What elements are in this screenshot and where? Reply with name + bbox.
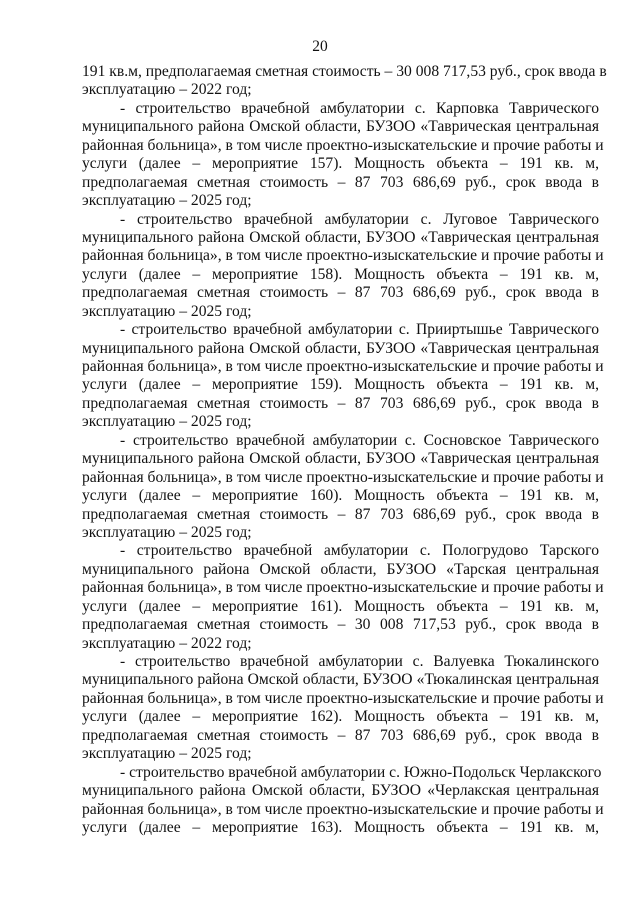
text-line: предполагаемая сметная стоимость – 30 008 717,53 руб., срок ввода в [82,616,599,634]
text-line: муниципального района Омской области, БУЗОО «Таврическая центральная [82,118,599,136]
paragraph [82,321,604,432]
text-line: - строительство врачебной амбулатории с. Сосновское Таврического [120,431,599,449]
text-line: - строительство врачебной амбулатории с. Луговое Таврического [120,210,599,228]
paragraph [82,431,604,543]
text-line: муниципального района Омской области, БУЗОО «Тарская центральная [82,560,599,578]
text-line: районная больница», в том числе проектно-изыскательские и прочие работы и [82,358,604,375]
text-line: - строительство врачебной амбулатории с. Прииртышье Таврического [120,321,599,339]
document-body [82,63,607,837]
paragraph [82,99,604,211]
text-line: муниципального района Омской области, БУЗОО «Таврическая центральная [82,339,599,357]
text-line: эксплуатацию – 2025 год; [82,302,252,320]
text-line: - строительство врачебной амбулатории с. Южно-Подольск Черлакского [120,763,602,781]
text-line: эксплуатацию – 2025 год; [82,413,252,431]
paragraph [82,653,604,764]
text-line: услуги (далее – мероприятие 157). Мощность объекта – 191 кв. м, [82,155,599,173]
text-line: услуги (далее – мероприятие 160). Мощность объекта – 191 кв. м, [82,487,599,505]
text-line: районная больница», в том числе проектно-изыскательские и прочие работы и [82,468,604,486]
text-line: предполагаемая сметная стоимость – 87 703 686,69 руб., срок ввода в [82,284,599,302]
text-line: эксплуатацию – 2025 год; [82,523,252,541]
text-line: эксплуатацию – 2022 год; [82,81,252,99]
text-line: эксплуатацию – 2022 год; [82,634,252,652]
text-line: муниципального района Омской области, БУЗОО «Таврическая центральная [82,450,599,468]
text-line: услуги (далее – мероприятие 163). Мощность объекта – 191 кв. м, [82,818,599,836]
paragraph [82,542,604,653]
text-line: услуги (далее – мероприятие 159). Мощность объекта – 191 кв. м, [82,376,599,394]
paragraph [82,210,604,322]
text-line: 191 кв.м, предполагаемая сметная стоимость – 30 008 717,53 руб., срок ввода в [82,63,607,80]
text-line: услуги (далее – мероприятие 161). Мощность объекта – 191 кв. м, [82,597,599,615]
paragraph [82,763,604,838]
text-line: районная больница», в том числе проектно-изыскательские и прочие работы и [82,689,604,707]
text-line: предполагаемая сметная стоимость – 87 703 686,69 руб., срок ввода в [82,726,599,744]
text-line: предполагаемая сметная стоимость – 87 703 686,69 руб., срок ввода в [82,505,599,523]
text-line: - строительство врачебной амбулатории с. Пологрудово Тарского [120,542,599,560]
text-line: - строительство врачебной амбулатории с. Валуевка Тюкалинского [120,653,599,670]
text-line: районная больница», в том числе проектно-изыскательские и прочие работы и [82,800,604,818]
text-line: муниципального района Омской области, БУЗОО «Таврическая центральная [82,228,599,246]
text-line: услуги (далее – мероприятие 158). Мощность объекта – 191 кв. м, [82,265,599,283]
text-line: предполагаемая сметная стоимость – 87 703 686,69 руб., срок ввода в [82,173,599,191]
text-line: районная больница», в том числе проектно-изыскательские и прочие работы и [82,136,604,154]
text-line: муниципального района Омской области, БУЗОО «Тюкалинская центральная [82,671,599,689]
paragraph [82,63,607,100]
text-line: услуги (далее – мероприятие 162). Мощность объекта – 191 кв. м, [82,708,599,726]
text-line: муниципального района Омской области, БУЗОО «Черлакская центральная [82,782,599,800]
text-line: районная больница», в том числе проектно-изыскательские и прочие работы и [82,247,604,265]
text-line: предполагаемая сметная стоимость – 87 703 686,69 руб., срок ввода в [82,394,599,412]
text-line: эксплуатацию – 2025 год; [82,745,252,763]
text-line: эксплуатацию – 2025 год; [82,192,252,210]
page-number: 20 [312,38,328,55]
text-line: - строительство врачебной амбулатории с. Карповка Таврического [120,99,599,117]
text-line: районная больница», в том числе проектно-изыскательские и прочие работы и [82,579,604,597]
